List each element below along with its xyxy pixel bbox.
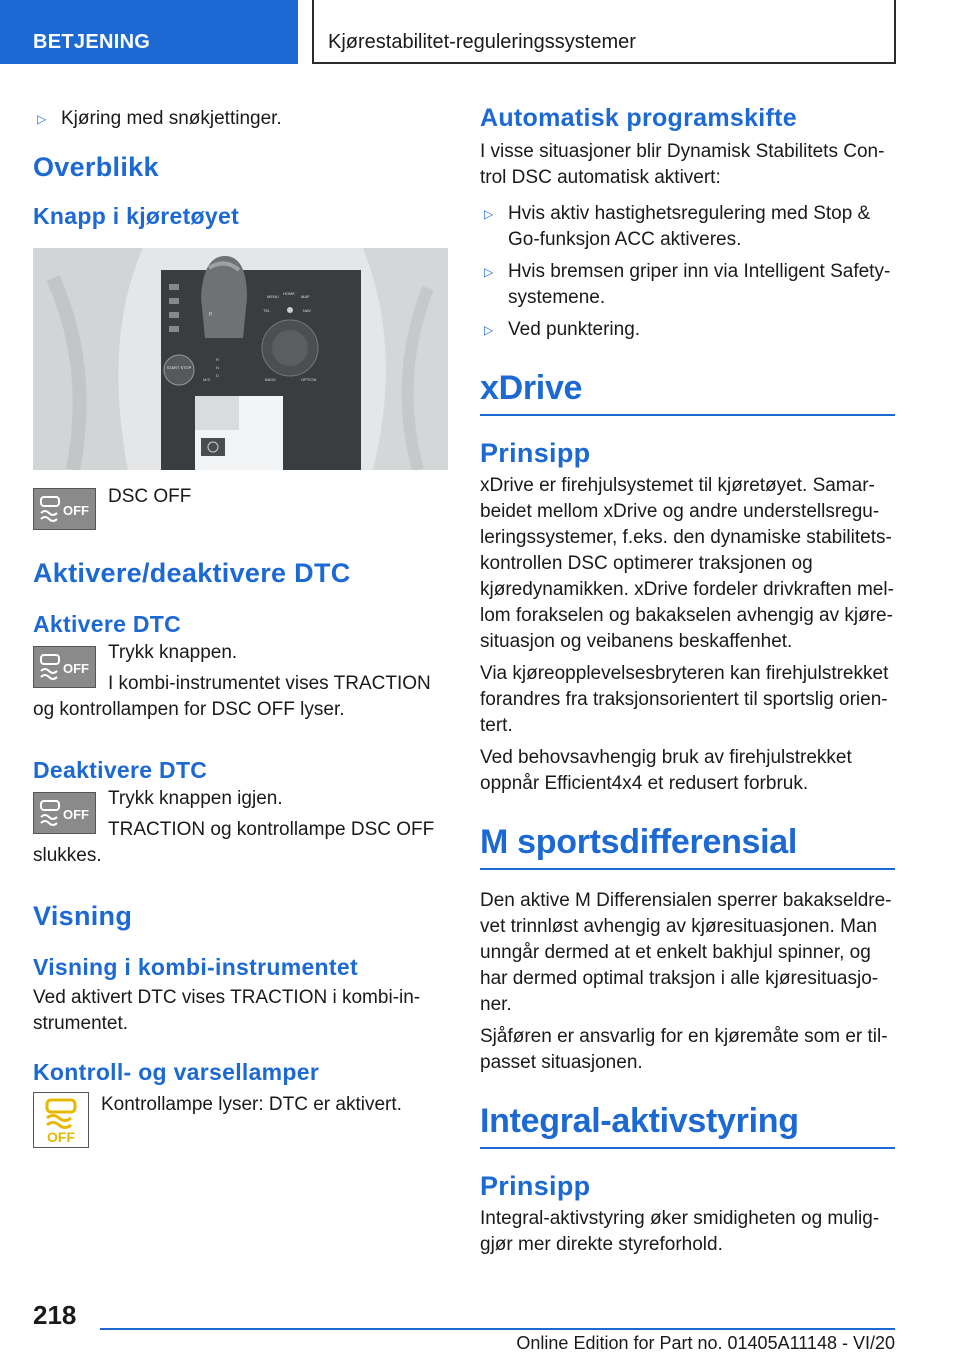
- edition-text: Online Edition for Part no. 01405A11148 - VI/20: [516, 1333, 895, 1353]
- deaktivere-step1: Trykk knappen igjen.: [108, 788, 283, 809]
- ms-label: M/S: [203, 377, 211, 382]
- deaktivere-block: [33, 786, 448, 869]
- list-item-text: Hvis aktiv hastighetsregulering med Stop & Go-funksjon ACC aktiveres.: [508, 203, 871, 250]
- list-item: [480, 201, 895, 253]
- triangle-bullet-icon: ▷: [484, 265, 494, 279]
- console-illustration: [33, 248, 448, 470]
- list-item: [480, 259, 895, 311]
- aktivere-step2: I kombi-instrumentet vises TRACTION og kontrollampen for DSC OFF lyser.: [33, 673, 431, 720]
- left-column: [33, 100, 448, 1148]
- back-label: BACK: [265, 377, 276, 382]
- heading-aktivere-deaktivere: Aktivere/deaktivere DTC: [33, 558, 351, 588]
- map-label: MAP: [301, 294, 310, 299]
- right-column: [480, 100, 895, 1258]
- list-item-text: Ved punktering.: [508, 319, 641, 340]
- msport-text-2: Sjåføren er ansvarlig for en kjøremåte som er tilpasset situasjonen.: [480, 1026, 888, 1073]
- dsc-off-icon: [33, 646, 96, 688]
- aktivere-step1: Trykk knappen.: [108, 642, 238, 663]
- deaktivere-step2: TRACTION og kontrollampe DSC OFF slukkes.: [33, 819, 435, 866]
- nav-label: NAV: [303, 308, 311, 313]
- visning-text: Ved aktivert DTC vises TRACTION i kombi-instrumentet.: [33, 987, 421, 1034]
- page-number: 218: [33, 1300, 77, 1330]
- list-item-text: Hvis bremsen griper inn via Intelligent Safety-systemene.: [508, 261, 891, 308]
- n-label: N: [216, 365, 219, 370]
- heading-prinsipp: Prinsipp: [480, 1171, 591, 1201]
- r-label: R: [216, 357, 219, 362]
- dtc-warning-icon: [33, 1092, 89, 1148]
- start-stop-label: START STOP: [166, 365, 192, 370]
- dsc-off-icon: [33, 792, 96, 834]
- option-label: OPTION: [301, 377, 317, 382]
- dsc-off-label: DSC OFF: [108, 486, 192, 507]
- triangle-bullet-icon: ▷: [484, 323, 494, 337]
- tel-label: TEL: [263, 308, 271, 313]
- triangle-bullet-icon: ▷: [484, 207, 494, 221]
- msport-text-1: Den aktive M Differensialen sperrer bakakseldrevet trinnløst avhengig av kjøresituasjonen. Man unngår dermed at et enkelt bakhjul spinner, og har dermed optimal traksjon i alle kjøresituasjoner.: [480, 890, 892, 1015]
- list-item: [480, 317, 895, 343]
- aktivere-block: [33, 640, 448, 723]
- triangle-bullet-icon: ▷: [37, 112, 47, 126]
- auto-text: I visse situasjoner blir Dynamisk Stabilitets Control DSC automatisk aktivert:: [480, 141, 885, 188]
- kontroll-text: Kontrollampe lyser: DTC er aktivert.: [101, 1094, 402, 1115]
- section-tab: BETJENING: [0, 0, 298, 64]
- kontroll-row: [33, 1092, 448, 1148]
- dsc-off-row: [33, 488, 448, 530]
- heading-deaktivere: Deaktivere DTC: [33, 757, 208, 783]
- list-item-text: Kjøring med snøkjettinger.: [61, 108, 282, 129]
- icon-off-text: OFF: [62, 807, 89, 822]
- d-label: D: [216, 373, 219, 378]
- xdrive-text-3: Ved behovsavhengig bruk av firehjulstrekket oppnår Efficient4x4 et redusert forbruk.: [480, 747, 852, 794]
- heading-prinsipp: Prinsipp: [480, 438, 591, 468]
- heading-aktivere: Aktivere DTC: [33, 611, 182, 637]
- heading-kontroll: Kontroll- og varsellamper: [33, 1059, 320, 1085]
- heading-msport: M sportsdifferensial: [480, 823, 895, 870]
- integral-text: Integral-aktivstyring øker smidigheten og muliggjør mer direkte styreforhold.: [480, 1208, 880, 1255]
- dsc-off-icon: [33, 488, 96, 530]
- chapter-title: Kjørestabilitet-reguleringssystemer: [312, 0, 896, 64]
- icon-off-text: OFF: [62, 661, 89, 676]
- heading-knapp: Knapp i kjøretøyet: [33, 203, 240, 229]
- heading-overblikk: Overblikk: [33, 152, 159, 182]
- footer-divider: [100, 1328, 895, 1330]
- xdrive-text-2: Via kjøreopplevelsesbryteren kan firehjulstrekket forandres fra traksjonsorientert til sportslig orientert.: [480, 663, 889, 736]
- heading-xdrive: xDrive: [480, 369, 895, 416]
- menu-label: MENU: [267, 294, 279, 299]
- console-photo: [33, 248, 448, 470]
- icon-off-text: OFF: [62, 503, 89, 518]
- heading-visning-kombi: Visning i kombi-instrumentet: [33, 954, 358, 980]
- xdrive-text-1: xDrive er firehjulsystemet til kjøretøyet. Samarbeidet mellom xDrive og andre understellsreguleringssystemer, f.eks. den dynamiske stabilitetskontrollen DSC optimerer traksjonen og kjøredynamikken. xDrive fordeler drivkraften mellom forakselen og bakakselen avhengig av kjøresituasjon og veibanens beskaffenhet.: [480, 475, 894, 652]
- heading-integral: Integral-aktivstyring: [480, 1102, 895, 1149]
- heading-visning: Visning: [33, 901, 133, 931]
- home-label: HOME: [283, 291, 295, 296]
- heading-automatisk: Automatisk programskifte: [480, 104, 797, 132]
- list-item: [33, 106, 448, 132]
- p-label: P: [209, 312, 213, 318]
- icon-off-text: OFF: [47, 1129, 75, 1144]
